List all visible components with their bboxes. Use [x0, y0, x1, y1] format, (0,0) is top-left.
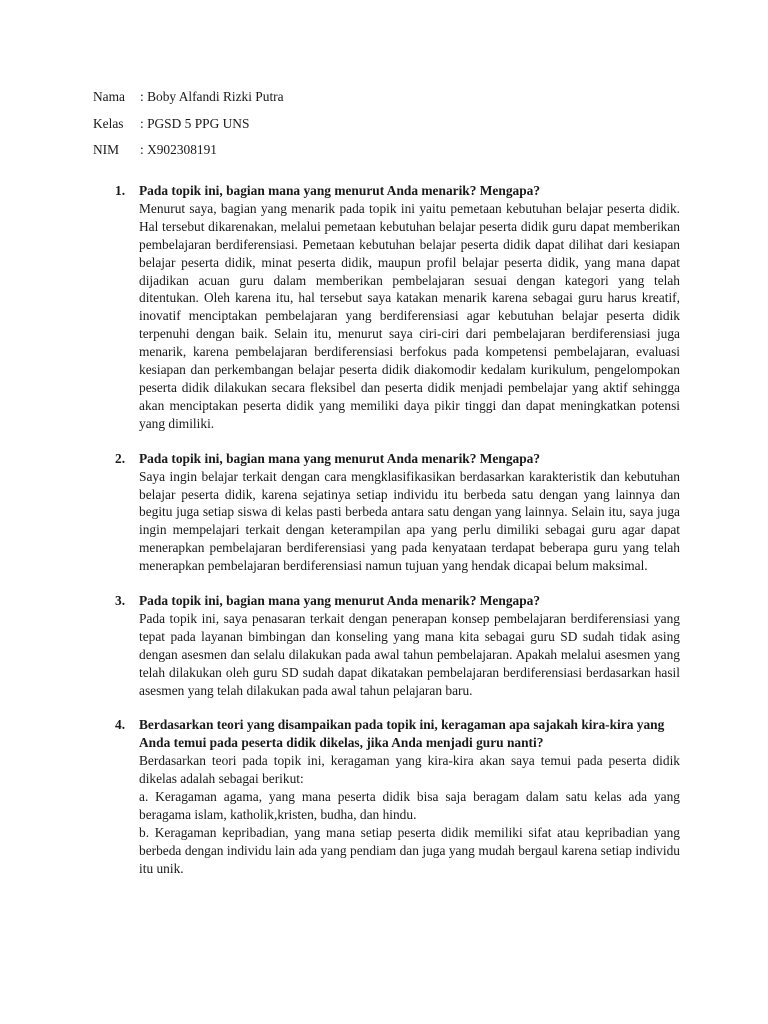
question-3 — [115, 592, 680, 699]
answer-paragraph: Berdasarkan teori pada topik ini, keragaman yang kira-kira akan saya temui pada peserta didik dikelas adalah sebagai berikut: — [139, 753, 680, 787]
name-row — [93, 88, 493, 115]
answer — [139, 200, 680, 433]
answer-paragraph: Menurut saya, bagian yang menarik pada topik ini yaitu pemetaan kebutuhan belajar peserta didik. Hal tersebut dikarenakan, melalui pemetaan kebutuhan belajar peserta didik guru dapat memberikan pembelajaran berdiferensiasi. Pemetaan kebutuhan belajar peserta didik dapat dilihat dari kesiapan belajar peserta didik, minat peserta didik, maupun profil belajar peserta didik, yang mana dapat dijadikan acuan guru dalam memberikan pembelajaran sesuai dengan kategori yang telah ditentukan. Oleh karena itu, hal tersebut saya katakan menarik karena sebagai guru harus kreatif, inovatif menciptakan pembelajaran yang berdiferensiasi agar kebutuhan belajar peserta didik terpenuhi dengan baik. Selain itu, menurut saya ciri-ciri dari pembelajaran berdiferensiasi juga menarik, karena pembelajaran berdiferensiasi berfokus pada kompetensi pembelajaran, evaluasi kesiapan dan perkembangan belajar peserta didik diakomodir kedalam kurikulum, pengelompokan peserta didik dilakukan secara fleksibel dan peserta didik menjadi pembelajar yang aktif sehingga akan menciptakan peserta didik yang memiliki daya pikir tinggi dan dapat meningkatkan potensi yang dimiliki. — [139, 200, 680, 431]
answer — [139, 468, 680, 575]
question-title: Berdasarkan teori yang disampaikan pada topik ini, keragaman apa sajakah kira-kira yang Anda temui pada peserta didik dikelas, jika Anda menjadi guru nanti? — [139, 717, 665, 751]
question-title: Pada topik ini, bagian mana yang menurut Anda menarik? Mengapa? — [139, 183, 541, 198]
answer-list-item-a: a. Keragaman agama, yang mana peserta didik bisa saja beragam dalam satu kelas ada yang beragama islam, katholik,kristen, budha, dan hindu. — [139, 789, 680, 822]
name-label: Nama — [93, 89, 125, 104]
nim-row — [93, 141, 493, 168]
nim-value: : X902308191 — [140, 142, 217, 157]
class-value: : PGSD 5 PPG UNS — [140, 115, 250, 131]
answer — [139, 752, 680, 877]
nim-label: NIM — [93, 142, 120, 157]
question-1 — [115, 182, 680, 433]
student-info — [93, 88, 493, 168]
answer-paragraph: Pada topik ini, saya penasaran terkait dengan penerapan konsep pembelajaran berdiferensiasi yang tepat pada layanan bimbingan dan konseling yang mana kita sebagai guru SD sudah tidak asing dengan asesmen dan selalu dilakukan pada awal tahun pembelajaran. Apakah melalui asesmen yang telah dilakukan oleh guru SD sudah dapat dikatakan pembelajaran berdiferensiasi berdasarkan hasil asesmen yang telah dilakukan pada awal tahun pelajaran baru. — [139, 610, 680, 698]
question-number: 1. — [115, 183, 126, 198]
answer-paragraph: Saya ingin belajar terkait dengan cara mengklasifikasikan berdasarkan karakteristik dan kebutuhan belajar peserta didik, karena sejatinya setiap individu itu berbeda satu dengan yang lainnya dan begitu juga setiap siswa di kelas pasti berbeda antara satu dengan yang lainnya. Selain itu, saya juga ingin mempelajari terkait dengan keterampilan apa yang perlu dimiliki sebagai guru agar dapat menerapkan pembelajaran berdiferensiasi yang pada kenyataan terdapat beberapa guru yang telah menerapkan pembelajaran berdiferensiasi namun tujuan yang hendak dicapai belum maksimal. — [139, 468, 680, 574]
class-row — [93, 115, 493, 142]
answer-list-item-b: b. Keragaman kepribadian, yang mana setiap peserta didik memiliki sifat atau kepribadian yang berbeda dengan individu lain ada yang pendiam dan juga yang mudah bergaul karena setiap individu itu unik. — [139, 824, 680, 876]
question-list — [115, 182, 680, 895]
name-value: : Boby Alfandi Rizki Putra — [140, 89, 284, 104]
question-title: Pada topik ini, bagian mana yang menurut Anda menarik? Mengapa? — [139, 450, 541, 466]
question-number: 2. — [115, 450, 126, 466]
question-number: 4. — [115, 717, 126, 733]
class-label: Kelas — [93, 115, 124, 131]
question-title: Pada topik ini, bagian mana yang menurut Anda menarik? Mengapa? — [139, 593, 541, 609]
question-4 — [115, 716, 680, 877]
question-2 — [115, 450, 680, 575]
answer — [139, 610, 680, 700]
question-number: 3. — [115, 593, 126, 609]
